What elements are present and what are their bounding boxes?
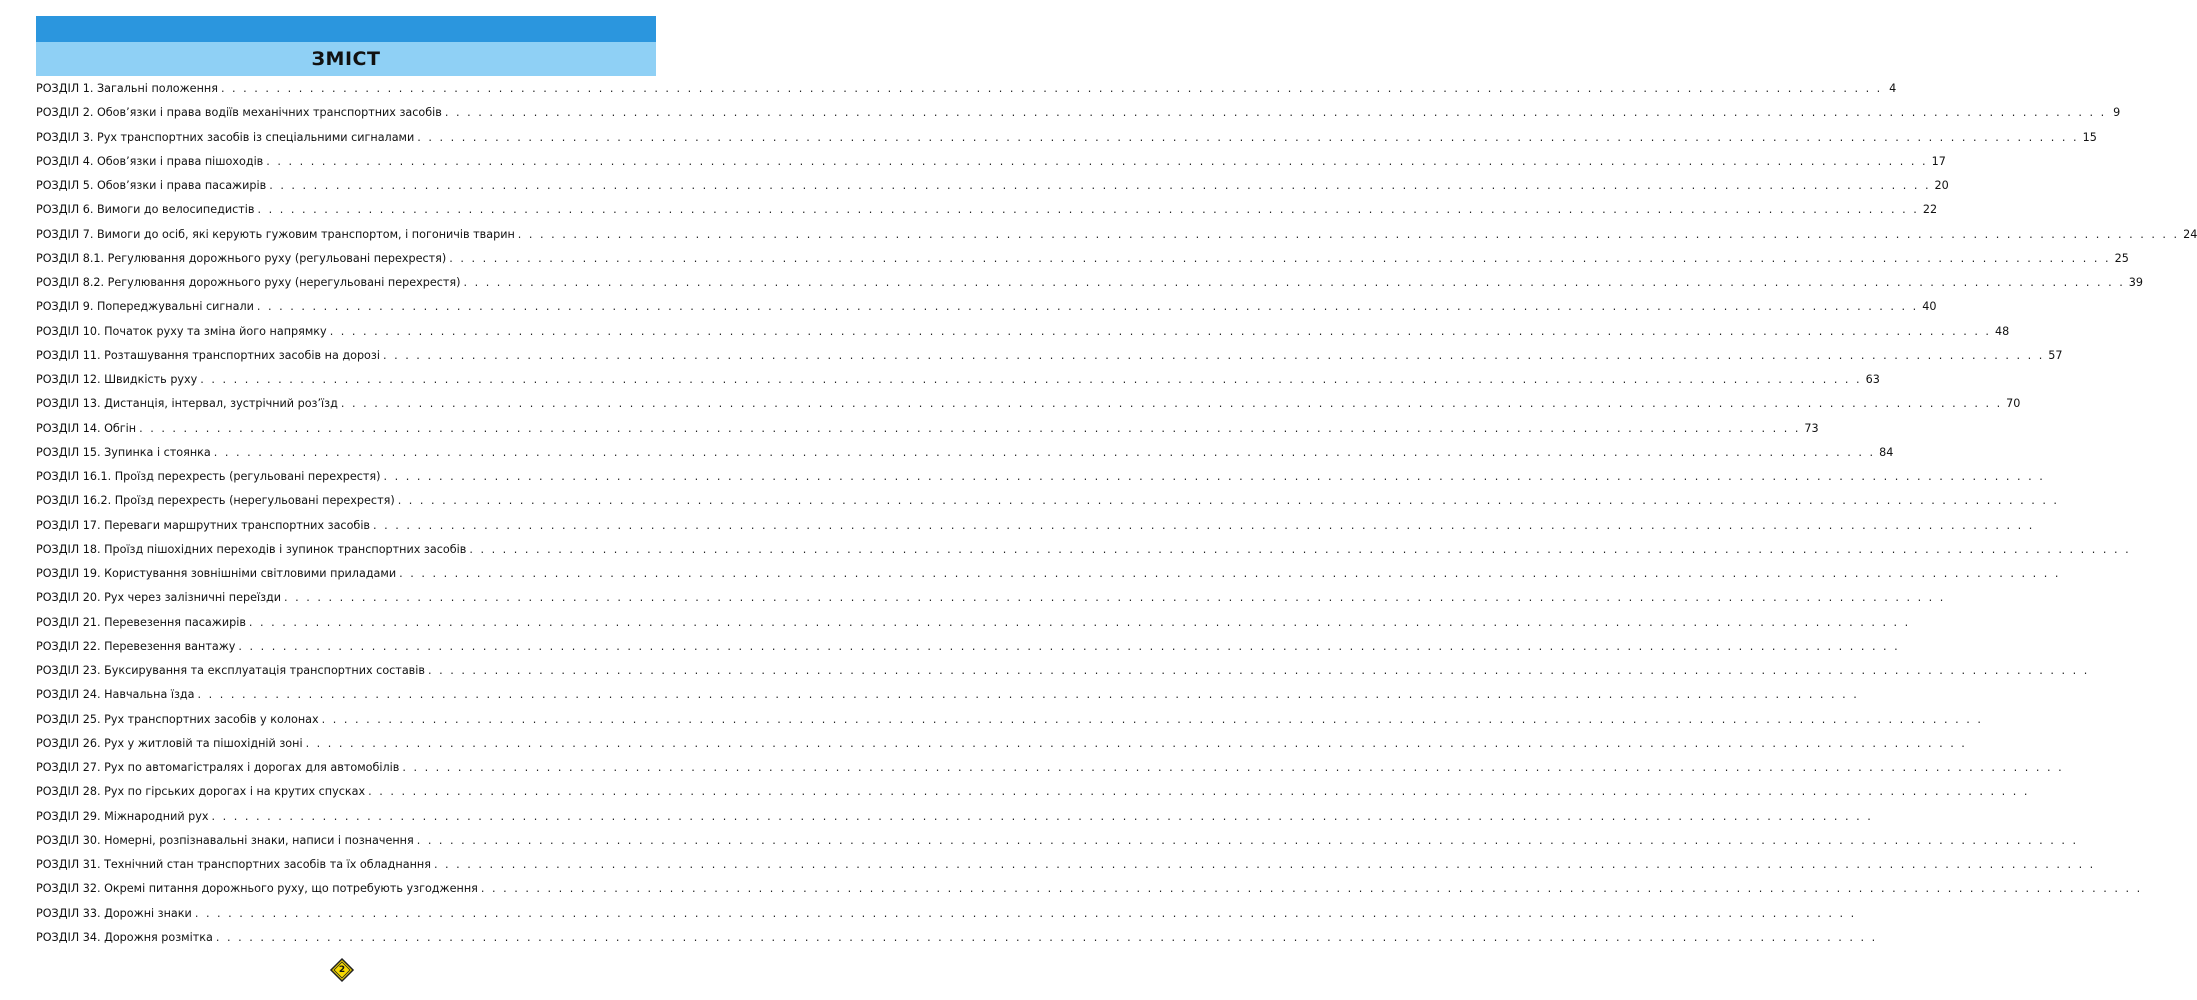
toc-entry-page: 9	[2113, 106, 2121, 120]
toc-entry[interactable]	[36, 736, 1967, 761]
toc-entry-title: РОЗДІЛ 16.2. Проїзд перехресть (нерегульовані перехрестя)	[36, 494, 395, 508]
toc-entry-title: РОЗДІЛ 22. Перевезення вантажу	[36, 639, 236, 653]
toc-entry-page: 70	[2006, 397, 2021, 411]
toc-entry[interactable]	[36, 930, 1878, 955]
toc-dot-leader: . . . . . . . . . . . . . . . . . . . . . . . . . . . . . . . . . . . . . . . . . . . . . . . . . . . . . . . . . . . . . . . . . . . . . . . . . . . . . . . . . . . . . . . . . . . . . . . . . . . . . . . . . . . . . . . . . . . . . . . . . . . . . . . . . . . . . . . . . . . . . . . . . . . . . .	[238, 639, 1900, 653]
header-banner	[36, 16, 656, 76]
toc-entry[interactable]	[36, 227, 2197, 252]
toc-entry[interactable]	[36, 761, 2064, 785]
toc-dot-leader: . . . . . . . . . . . . . . . . . . . . . . . . . . . . . . . . . . . . . . . . . . . . . . . . . . . . . . . . . . . . . . . . . . . . . . . . . . . . . . . . . . . . . . . . . . . . . . . . . . . . . . . . . . . . . . . . . . . . . . . . . . . . . . . . . . . . . . . . . . . . . . . . . . . . . .	[321, 712, 1983, 726]
toc-entry-title: РОЗДІЛ 1. Загальні положення	[36, 82, 218, 95]
toc-entry[interactable]	[36, 276, 2144, 300]
toc-dot-leader: . . . . . . . . . . . . . . . . . . . . . . . . . . . . . . . . . . . . . . . . . . . . . . . . . . . . . . . . . . . . . . . . . . . . . . . . . . . . . . . . . . . . . . . . . . . . . . . . . . . . . . . . . . . . . . . . . . . . . . . . . . . . . . . . . . . . . . . . . . . . . . . . . . . . . .	[256, 300, 1919, 314]
toc-entry-page: 25	[2114, 251, 2129, 265]
toc-entry[interactable]	[36, 882, 2143, 906]
toc-entry[interactable]	[36, 348, 2063, 373]
toc-entry[interactable]	[36, 82, 1897, 106]
toc-dot-leader: . . . . . . . . . . . . . . . . . . . . . . . . . . . . . . . . . . . . . . . . . . . . . . . . . . . . . . . . . . . . . . . . . . . . . . . . . . . . . . . . . . . . . . . . . . . . . . . . . . . . . . . . . . . . . . . . . . . . . . . . . . . . . . . . . . . . . . . . . . . . . . . . . . . . . .	[257, 203, 1919, 217]
toc-dot-leader: . . . . . . . . . . . . . . . . . . . . . . . . . . . . . . . . . . . . . . . . . . . . . . . . . . . . . . . . . . . . . . . . . . . . . . . . . . . . . . . . . . . . . . . . . . . . . . . . . . . . . . . . . . . . . . . . . . . . . . . . . . . . . . . . . . . . . . . . . . . . . . . . . . . . . .	[373, 518, 2035, 532]
toc-entry[interactable]	[36, 251, 2129, 276]
toc-entry-page: 40	[1922, 300, 1937, 314]
toc-entry-page: 20	[1934, 179, 1949, 192]
toc-entry[interactable]	[36, 615, 1911, 640]
toc-entry-title: РОЗДІЛ 29. Міжнародний рух	[36, 809, 209, 823]
toc-entry-page: 39	[2128, 276, 2144, 289]
toc-entry[interactable]	[36, 591, 1946, 615]
toc-entry-page: 22	[1922, 203, 1938, 217]
toc-entry[interactable]	[36, 858, 2096, 882]
toc-dot-leader: . . . . . . . . . . . . . . . . . . . . . . . . . . . . . . . . . . . . . . . . . . . . . . . . . . . . . . . . . . . . . . . . . . . . . . . . . . . . . . . . . . . . . . . . . . . . . . . . . . . . . . . . . . . . . . . . . . . . . . . . . . . . . . . . . . . . . . . . . . . . . . . . . . . . . .	[200, 373, 1862, 386]
toc-entry-page: 57	[2048, 348, 2063, 362]
toc-entry[interactable]	[36, 300, 1937, 324]
toc-entry-title: РОЗДІЛ 26. Рух у житловій та пішохідній зоні	[36, 736, 303, 750]
toc-entry[interactable]	[36, 833, 2079, 858]
toc-entry-title: РОЗДІЛ 19. Користування зовнішніми світловими приладами	[36, 567, 397, 580]
toc-entry[interactable]	[36, 397, 2021, 421]
toc-dot-leader: . . . . . . . . . . . . . . . . . . . . . . . . . . . . . . . . . . . . . . . . . . . . . . . . . . . . . . . . . . . . . . . . . . . . . . . . . . . . . . . . . . . . . . . . . . . . . . . . . . . . . . . . . . . . . . . . . . . . . . . . . . . . . . . . . . . . . . . . . . . . . . . . . . . . . .	[399, 567, 2061, 580]
toc-entry[interactable]	[36, 154, 1946, 179]
toc-dot-leader: . . . . . . . . . . . . . . . . . . . . . . . . . . . . . . . . . . . . . . . . . . . . . . . . . . . . . . . . . . . . . . . . . . . . . . . . . . . . . . . . . . . . . . . . . . . . . . . . . . . . . . . . . . . . . . . . . . . . . . . . . . . . . . . . . . . . . . . . . . . . . . . . . . . . . .	[416, 833, 2079, 847]
toc-entry-page: 84	[1879, 445, 1894, 459]
toc-dot-leader: . . . . . . . . . . . . . . . . . . . . . . . . . . . . . . . . . . . . . . . . . . . . . . . . . . . . . . . . . . . . . . . . . . . . . . . . . . . . . . . . . . . . . . . . . . . . . . . . . . . . . . . . . . . . . . . . . . . . . . . . . . . . . . . . . . . . . . . . . . . . . . . . . . . . . .	[213, 445, 1876, 459]
toc-dot-leader: . . . . . . . . . . . . . . . . . . . . . . . . . . . . . . . . . . . . . . . . . . . . . . . . . . . . . . . . . . . . . . . . . . . . . . . . . . . . . . . . . . . . . . . . . . . . . . . . . . . . . . . . . . . . . . . . . . . . . . . . . . . . . . . . . . . . . . . . . . . . . . . . . . . . . .	[402, 761, 2064, 774]
toc-dot-leader: . . . . . . . . . . . . . . . . . . . . . . . . . . . . . . . . . . . . . . . . . . . . . . . . . . . . . . . . . . . . . . . . . . . . . . . . . . . . . . . . . . . . . . . . . . . . . . . . . . . . . . . . . . . . . . . . . . . . . . . . . . . . . . . . . . . . . . . . . . . . . . . . . . . . . .	[340, 397, 2003, 411]
toc-entry-title: РОЗДІЛ 12. Швидкість руху	[36, 373, 198, 386]
toc-dot-leader: . . . . . . . . . . . . . . . . . . . . . . . . . . . . . . . . . . . . . . . . . . . . . . . . . . . . . . . . . . . . . . . . . . . . . . . . . . . . . . . . . . . . . . . . . . . . . . . . . . . . . . . . . . . . . . . . . . . . . . . . . . . . . . . . . . . . . . . . . . . . . . . . . . . . . .	[417, 130, 2079, 144]
toc-dot-leader: . . . . . . . . . . . . . . . . . . . . . . . . . . . . . . . . . . . . . . . . . . . . . . . . . . . . . . . . . . . . . . . . . . . . . . . . . . . . . . . . . . . . . . . . . . . . . . . . . . . . . . . . . . . . . . . . . . . . . . . . . . . . . . . . . . . . . . . . . . . . . . . . . . . . . .	[463, 276, 2125, 289]
toc-entry-page: 63	[1865, 373, 1880, 386]
toc-dot-leader: . . . . . . . . . . . . . . . . . . . . . . . . . . . . . . . . . . . . . . . . . . . . . . . . . . . . . . . . . . . . . . . . . . . . . . . . . . . . . . . . . . . . . . . . . . . . . . . . . . . . . . . . . . . . . . . . . . . . . . . . . . . . . . . . . . . . . . . . . . . . . . . . . . . . . .	[305, 736, 1967, 750]
toc-dot-leader: . . . . . . . . . . . . . . . . . . . . . . . . . . . . . . . . . . . . . . . . . . . . . . . . . . . . . . . . . . . . . . . . . . . . . . . . . . . . . . . . . . . . . . . . . . . . . . . . . . . . . . . . . . . . . . . . . . . . . . . . . . . . . . . . . . . . . . . . . . . . . . . . . . . . . .	[427, 664, 2090, 677]
toc-entry-title: РОЗДІЛ 30. Номерні, розпізнавальні знаки, написи і позначення	[36, 833, 414, 847]
toc-dot-leader: . . . . . . . . . . . . . . . . . . . . . . . . . . . . . . . . . . . . . . . . . . . . . . . . . . . . . . . . . . . . . . . . . . . . . . . . . . . . . . . . . . . . . . . . . . . . . . . . . . . . . . . . . . . . . . . . . . . . . . . . . . . . . . . . . . . . . . . . . . . . . . . . . . . . . .	[197, 688, 1859, 702]
toc-dot-leader: . . . . . . . . . . . . . . . . . . . . . . . . . . . . . . . . . . . . . . . . . . . . . . . . . . . . . . . . . . . . . . . . . . . . . . . . . . . . . . . . . . . . . . . . . . . . . . . . . . . . . . . . . . . . . . . . . . . . . . . . . . . . . . . . . . . . . . . . . . . . . . . . . . . . . .	[517, 227, 2180, 241]
toc-entry-title: РОЗДІЛ 20. Рух через залізничні переїзди	[36, 591, 282, 605]
toc-entry[interactable]	[36, 664, 2090, 688]
page-number: 2	[338, 965, 346, 975]
toc-entry-title: РОЗДІЛ 11. Розташування транспортних засобів на дорозі	[36, 348, 380, 362]
toc-entry[interactable]	[36, 324, 2010, 349]
toc-entry-title: РОЗДІЛ 8.1. Регулювання дорожнього руху (регульовані перехрестя)	[36, 251, 447, 265]
toc-dot-leader: . . . . . . . . . . . . . . . . . . . . . . . . . . . . . . . . . . . . . . . . . . . . . . . . . . . . . . . . . . . . . . . . . . . . . . . . . . . . . . . . . . . . . . . . . . . . . . . . . . . . . . . . . . . . . . . . . . . . . . . . . . . . . . . . . . . . . . . . . . . . . . . . . . . . . .	[215, 930, 1878, 944]
toc-entry-title: РОЗДІЛ 34. Дорожня розмітка	[36, 930, 213, 944]
toc-entry-title: РОЗДІЛ 18. Проїзд пішохідних переходів і зупинок транспортних засобів	[36, 542, 467, 556]
toc-entry-page: 73	[1804, 421, 1819, 435]
toc-entry-title: РОЗДІЛ 6. Вимоги до велосипедистів	[36, 203, 255, 217]
toc-entry-title: РОЗДІЛ 17. Переваги маршрутних транспортних засобів	[36, 518, 371, 532]
toc-entry-title: РОЗДІЛ 28. Рух по гірських дорогах і на крутих спусках	[36, 785, 366, 799]
header-stripe	[36, 16, 656, 42]
toc-dot-leader: . . . . . . . . . . . . . . . . . . . . . . . . . . . . . . . . . . . . . . . . . . . . . . . . . . . . . . . . . . . . . . . . . . . . . . . . . . . . . . . . . . . . . . . . . . . . . . . . . . . . . . . . . . . . . . . . . . . . . . . . . . . . . . . . . . . . . . . . . . . . . . . . . . . . . .	[469, 542, 2131, 556]
toc-dot-leader: . . . . . . . . . . . . . . . . . . . . . . . . . . . . . . . . . . . . . . . . . . . . . . . . . . . . . . . . . . . . . . . . . . . . . . . . . . . . . . . . . . . . . . . . . . . . . . . . . . . . . . . . . . . . . . . . . . . . . . . . . . . . . . . . . . . . . . . . . . . . . . . . . . . . . .	[433, 858, 2096, 871]
toc-entry-title: РОЗДІЛ 15. Зупинка і стоянка	[36, 445, 211, 459]
toc-entry-title: РОЗДІЛ 13. Дистанція, інтервал, зустрічний роз’їзд	[36, 397, 338, 411]
toc-entry-title: РОЗДІЛ 16.1. Проїзд перехресть (регульовані перехрестя)	[36, 470, 381, 483]
toc-entry-title: РОЗДІЛ 8.2. Регулювання дорожнього руху (нерегульовані перехрестя)	[36, 276, 461, 289]
toc-dot-leader: . . . . . . . . . . . . . . . . . . . . . . . . . . . . . . . . . . . . . . . . . . . . . . . . . . . . . . . . . . . . . . . . . . . . . . . . . . . . . . . . . . . . . . . . . . . . . . . . . . . . . . . . . . . . . . . . . . . . . . . . . . . . . . . . . . . . . . . . . . . . . . . . . . . . . .	[480, 882, 2143, 896]
toc-entry-page: 4	[1889, 82, 1897, 95]
toc-entry-title: РОЗДІЛ 9. Попереджувальні сигнали	[36, 300, 254, 314]
toc-entry[interactable]	[36, 785, 2030, 809]
toc-entry[interactable]	[36, 567, 2061, 591]
page-number-marker	[330, 958, 354, 982]
toc-entry-page: 48	[1995, 324, 2010, 338]
toc-entry[interactable]	[36, 179, 1949, 203]
toc-entry-title: РОЗДІЛ 23. Буксирування та експлуатація транспортних составів	[36, 664, 425, 677]
toc-entry-title: РОЗДІЛ 21. Перевезення пасажирів	[36, 615, 246, 629]
toc-entry[interactable]	[36, 106, 2121, 130]
toc-dot-leader: . . . . . . . . . . . . . . . . . . . . . . . . . . . . . . . . . . . . . . . . . . . . . . . . . . . . . . . . . . . . . . . . . . . . . . . . . . . . . . . . . . . . . . . . . . . . . . . . . . . . . . . . . . . . . . . . . . . . . . . . . . . . . . . . . . . . . . . . . . . . . . . . . . . . . .	[269, 179, 1931, 192]
toc-entry-title: РОЗДІЛ 24. Навчальна їзда	[36, 688, 195, 702]
toc-entry-page: 17	[1931, 154, 1946, 168]
toc-entry-title: РОЗДІЛ 33. Дорожні знаки	[36, 906, 192, 920]
toc-entry-title: РОЗДІЛ 2. Обов’язки і права водіїв механічних транспортних засобів	[36, 106, 442, 120]
toc-entry[interactable]	[36, 542, 2131, 567]
toc-entry[interactable]	[36, 445, 1894, 470]
toc-entry[interactable]	[36, 373, 1880, 397]
toc-dot-leader: . . . . . . . . . . . . . . . . . . . . . . . . . . . . . . . . . . . . . . . . . . . . . . . . . . . . . . . . . . . . . . . . . . . . . . . . . . . . . . . . . . . . . . . . . . . . . . . . . . . . . . . . . . . . . . . . . . . . . . . . . . . . . . . . . . . . . . . . . . . . . . . . . . . . . .	[329, 324, 1991, 338]
toc-entry[interactable]	[36, 518, 2035, 543]
toc-entry-page: 24	[2183, 227, 2197, 241]
toc-dot-leader: . . . . . . . . . . . . . . . . . . . . . . . . . . . . . . . . . . . . . . . . . . . . . . . . . . . . . . . . . . . . . . . . . . . . . . . . . . . . . . . . . . . . . . . . . . . . . . . . . . . . . . . . . . . . . . . . . . . . . . . . . . . . . . . . . . . . . . . . . . . . . . . . . . . . . .	[284, 591, 1946, 605]
table-of-contents	[36, 82, 2197, 955]
toc-dot-leader: . . . . . . . . . . . . . . . . . . . . . . . . . . . . . . . . . . . . . . . . . . . . . . . . . . . . . . . . . . . . . . . . . . . . . . . . . . . . . . . . . . . . . . . . . . . . . . . . . . . . . . . . . . . . . . . . . . . . . . . . . . . . . . . . . . . . . . . . . . . . . . . . . . . . . .	[211, 809, 1873, 823]
toc-entry-title: РОЗДІЛ 3. Рух транспортних засобів із спеціальними сигналами	[36, 130, 415, 144]
toc-entry[interactable]	[36, 712, 1983, 737]
toc-entry-title: РОЗДІЛ 27. Рух по автомагістралях і дорогах для автомобілів	[36, 761, 400, 774]
toc-entry[interactable]	[36, 809, 1873, 834]
toc-entry[interactable]	[36, 906, 1857, 931]
toc-dot-leader: . . . . . . . . . . . . . . . . . . . . . . . . . . . . . . . . . . . . . . . . . . . . . . . . . . . . . . . . . . . . . . . . . . . . . . . . . . . . . . . . . . . . . . . . . . . . . . . . . . . . . . . . . . . . . . . . . . . . . . . . . . . . . . . . . . . . . . . . . . . . . . . . . . . . . .	[383, 470, 2045, 483]
toc-entry-title: РОЗДІЛ 10. Початок руху та зміна його напрямку	[36, 324, 327, 338]
toc-dot-leader: . . . . . . . . . . . . . . . . . . . . . . . . . . . . . . . . . . . . . . . . . . . . . . . . . . . . . . . . . . . . . . . . . . . . . . . . . . . . . . . . . . . . . . . . . . . . . . . . . . . . . . . . . . . . . . . . . . . . . . . . . . . . . . . . . . . . . . . . . . . . . . . . . . . . . .	[368, 785, 2030, 799]
toc-dot-leader: . . . . . . . . . . . . . . . . . . . . . . . . . . . . . . . . . . . . . . . . . . . . . . . . . . . . . . . . . . . . . . . . . . . . . . . . . . . . . . . . . . . . . . . . . . . . . . . . . . . . . . . . . . . . . . . . . . . . . . . . . . . . . . . . . . . . . . . . . . . . . . . . . . . . . .	[449, 251, 2111, 265]
toc-entry-page: 15	[2082, 130, 2097, 144]
toc-entry[interactable]	[36, 130, 2097, 155]
toc-entry-title: РОЗДІЛ 31. Технічний стан транспортних засобів та їх обладнання	[36, 858, 431, 871]
toc-dot-leader: . . . . . . . . . . . . . . . . . . . . . . . . . . . . . . . . . . . . . . . . . . . . . . . . . . . . . . . . . . . . . . . . . . . . . . . . . . . . . . . . . . . . . . . . . . . . . . . . . . . . . . . . . . . . . . . . . . . . . . . . . . . . . . . . . . . . . . . . . . . . . . . . . . . . . .	[444, 106, 2107, 120]
toc-dot-leader: . . . . . . . . . . . . . . . . . . . . . . . . . . . . . . . . . . . . . . . . . . . . . . . . . . . . . . . . . . . . . . . . . . . . . . . . . . . . . . . . . . . . . . . . . . . . . . . . . . . . . . . . . . . . . . . . . . . . . . . . . . . . . . . . . . . . . . . . . . . . . . . . . . . . . .	[194, 906, 1857, 920]
toc-entry-title: РОЗДІЛ 7. Вимоги до осіб, які керують гужовим транспортом, і погоничів тварин	[36, 227, 515, 241]
page-title: ЗМІСТ	[36, 42, 656, 76]
toc-dot-leader: . . . . . . . . . . . . . . . . . . . . . . . . . . . . . . . . . . . . . . . . . . . . . . . . . . . . . . . . . . . . . . . . . . . . . . . . . . . . . . . . . . . . . . . . . . . . . . . . . . . . . . . . . . . . . . . . . . . . . . . . . . . . . . . . . . . . . . . . . . . . . . . . . . . . . .	[397, 494, 2059, 508]
toc-dot-leader: . . . . . . . . . . . . . . . . . . . . . . . . . . . . . . . . . . . . . . . . . . . . . . . . . . . . . . . . . . . . . . . . . . . . . . . . . . . . . . . . . . . . . . . . . . . . . . . . . . . . . . . . . . . . . . . . . . . . . . . . . . . . . . . . . . . . . . . . . . . . . . . . . . . . . .	[382, 348, 2045, 362]
toc-entry-title: РОЗДІЛ 32. Окремі питання дорожнього руху, що потребують узгодження	[36, 882, 478, 896]
toc-entry[interactable]	[36, 639, 1900, 664]
toc-dot-leader: . . . . . . . . . . . . . . . . . . . . . . . . . . . . . . . . . . . . . . . . . . . . . . . . . . . . . . . . . . . . . . . . . . . . . . . . . . . . . . . . . . . . . . . . . . . . . . . . . . . . . . . . . . . . . . . . . . . . . . . . . . . . . . . . . . . . . . . . . . . . . . . . . . . . . .	[139, 421, 1801, 435]
toc-entry-title: РОЗДІЛ 25. Рух транспортних засобів у колонах	[36, 712, 319, 726]
toc-entry-title: РОЗДІЛ 4. Обов’язки і права пішоходів	[36, 154, 264, 168]
toc-entry-title: РОЗДІЛ 5. Обов’язки і права пасажирів	[36, 179, 267, 192]
toc-entry[interactable]	[36, 470, 2045, 494]
toc-entry[interactable]	[36, 494, 2059, 518]
toc-dot-leader: . . . . . . . . . . . . . . . . . . . . . . . . . . . . . . . . . . . . . . . . . . . . . . . . . . . . . . . . . . . . . . . . . . . . . . . . . . . . . . . . . . . . . . . . . . . . . . . . . . . . . . . . . . . . . . . . . . . . . . . . . . . . . . . . . . . . . . . . . . . . . . . . . . . . . .	[266, 154, 1928, 168]
toc-entry[interactable]	[36, 203, 1938, 227]
toc-entry[interactable]	[36, 688, 1859, 712]
toc-dot-leader: . . . . . . . . . . . . . . . . . . . . . . . . . . . . . . . . . . . . . . . . . . . . . . . . . . . . . . . . . . . . . . . . . . . . . . . . . . . . . . . . . . . . . . . . . . . . . . . . . . . . . . . . . . . . . . . . . . . . . . . . . . . . . . . . . . . . . . . . . . . . . . . . . . . . . .	[248, 615, 1911, 629]
toc-entry[interactable]	[36, 421, 1819, 446]
toc-entry-title: РОЗДІЛ 14. Обгін	[36, 421, 137, 435]
toc-dot-leader: . . . . . . . . . . . . . . . . . . . . . . . . . . . . . . . . . . . . . . . . . . . . . . . . . . . . . . . . . . . . . . . . . . . . . . . . . . . . . . . . . . . . . . . . . . . . . . . . . . . . . . . . . . . . . . . . . . . . . . . . . . . . . . . . . . . . . . . . . . . . . . . . . . . . . .	[220, 82, 1883, 95]
